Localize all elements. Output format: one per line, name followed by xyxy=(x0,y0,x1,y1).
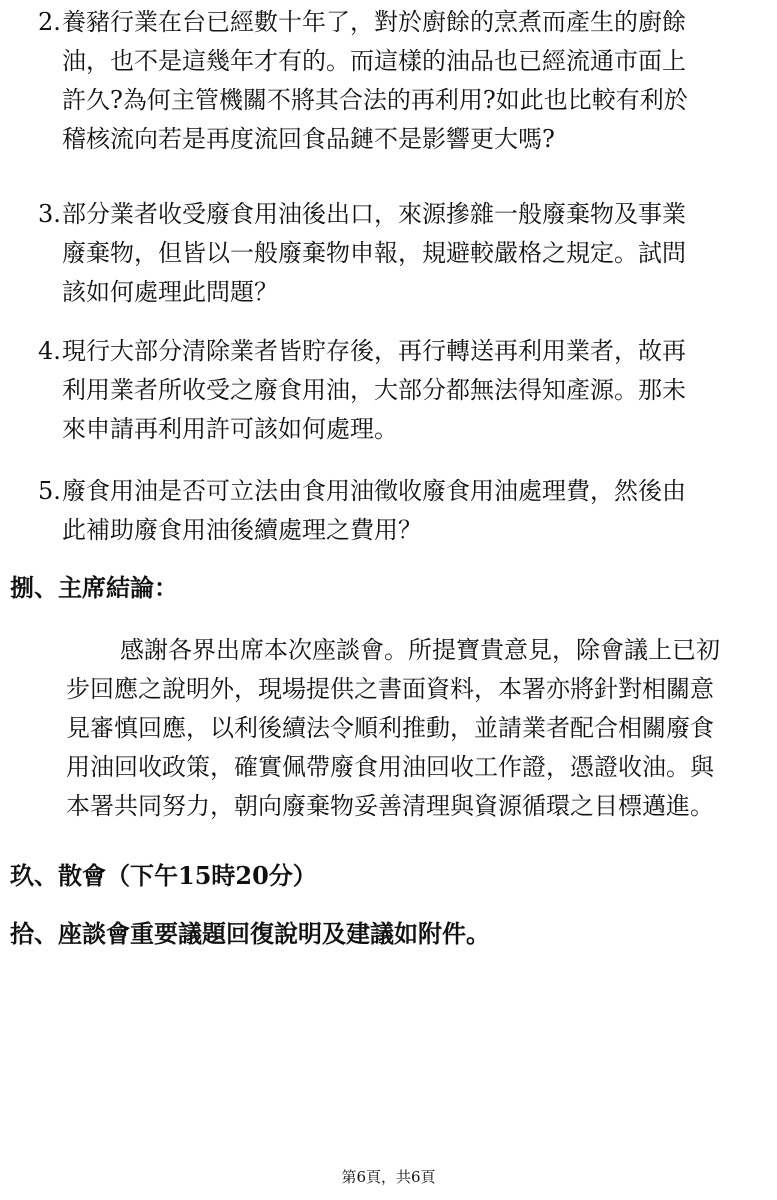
section-10-heading: 拾、座談會重要議題回復說明及建議如附件。 xyxy=(10,919,490,948)
text-line: 該如何處理此問題？ xyxy=(62,278,278,306)
text-line: 此補助廢食用油後續處理之費用？ xyxy=(62,516,422,544)
text-line: 油，也不是這幾年才有的。而這樣的油品也已經流通市面上 xyxy=(62,47,686,75)
chair-conclusion-paragraph xyxy=(66,631,720,826)
text-line: 部分業者收受廢食用油後出口，來源摻雜一般廢棄物及事業 xyxy=(62,200,686,228)
text-line: 稽核流向若是再度流回食品鏈不是影響更大嗎? xyxy=(62,125,555,153)
item-number: 5. xyxy=(38,477,61,505)
text-line: 許久?為何主管機關不將其合法的再利用?如此也比較有利於 xyxy=(62,86,688,114)
item-text xyxy=(62,472,686,550)
item-number: 4. xyxy=(38,337,61,365)
text-line: 見審慎回應，以利後續法令順利推動，並請業者配合相關廢食 xyxy=(66,714,714,742)
section-9-heading: 玖、散會（下午15時20分） xyxy=(10,861,317,890)
text-line: 本署共同努力，朝向廢棄物妥善清理與資源循環之目標邁進。 xyxy=(66,792,714,820)
text-line: 步回應之說明外，現場提供之書面資料，本署亦將針對相關意 xyxy=(66,675,714,703)
text-line: 利用業者所收受之廢食用油，大部分都無法得知產源。那未 xyxy=(62,376,686,404)
list-item-4 xyxy=(38,332,686,449)
item-text xyxy=(62,3,688,159)
item-number: 3. xyxy=(38,200,61,228)
text-line: 現行大部分清除業者皆貯存後，再行轉送再利用業者，故再 xyxy=(62,337,686,365)
text-line: 用油回收政策，確實佩帶廢食用油回收工作證，憑證收油。與 xyxy=(66,753,714,781)
text-line: 廢食用油是否可立法由食用油徵收廢食用油處理費，然後由 xyxy=(62,477,686,505)
text-line: 感謝各界出席本次座談會。所提寶貴意見，除會議上已初 xyxy=(120,636,720,664)
list-item-2 xyxy=(38,3,688,159)
text-line: 來申請再利用許可該如何處理。 xyxy=(62,415,398,443)
section-8-heading: 捌、主席結論： xyxy=(10,573,178,602)
item-number: 2. xyxy=(38,8,61,36)
list-item-5 xyxy=(38,472,686,550)
item-text xyxy=(62,332,686,449)
text-line: 廢棄物，但皆以一般廢棄物申報，規避較嚴格之規定。試問 xyxy=(62,239,686,267)
text-line: 養豬行業在台已經數十年了，對於廚餘的烹煮而產生的廚餘 xyxy=(62,8,686,36)
page-footer: 第6頁，共6頁 xyxy=(341,1168,436,1186)
list-item-3 xyxy=(38,195,686,312)
item-text xyxy=(62,195,686,312)
